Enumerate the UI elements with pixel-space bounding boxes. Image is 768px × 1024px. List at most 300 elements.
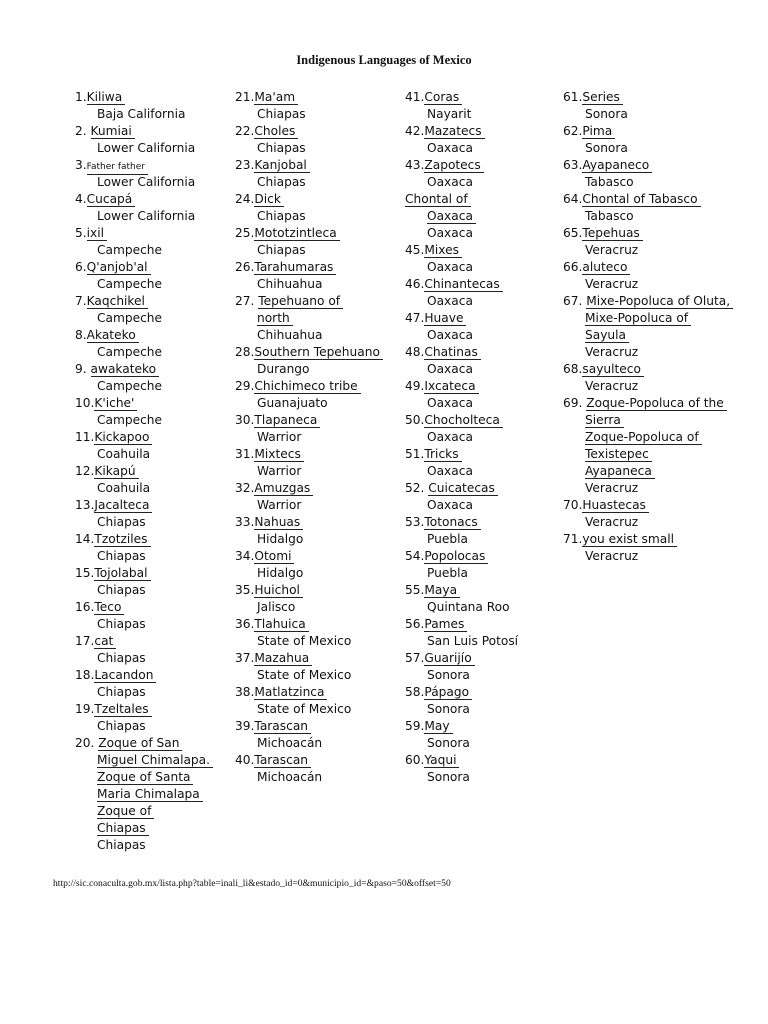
entry-first-line [405,412,518,429]
language-name: Kaqchikel [87,295,148,309]
language-entry [235,514,383,548]
entry-number: 61. [563,90,583,104]
entry-first-line [405,89,518,106]
language-entry [235,684,383,718]
language-entry [405,684,518,718]
entry-number: 9. [75,362,91,376]
state-name: Lower California [97,209,196,223]
entry-first-line [235,548,383,565]
entry-number: 7. [75,294,87,308]
state-name: Sonora [427,770,470,784]
entry-first-line [75,395,213,412]
state-name: Oaxaca [427,294,473,308]
entry-first-line [235,225,383,242]
state-name: Sonora [427,668,470,682]
entry-number: 60. [405,753,425,767]
entry-first-line [235,259,383,276]
language-entry [563,157,733,191]
entry-number: 31. [235,447,255,461]
language-entry [235,123,383,157]
language-name: Chiapas [97,822,149,836]
entry-number: 64. [563,192,583,206]
language-entry [75,89,213,123]
language-name: Jacalteca [94,499,152,513]
entry-number: 49. [405,379,425,393]
language-name: Kikapú [94,465,138,479]
entry-first-line [405,514,518,531]
language-name: Tzotziles [94,533,150,547]
entry-continuation-line [585,463,733,480]
language-name: Akateko [87,329,139,343]
language-entry [235,650,383,684]
state-name: Michoacán [257,770,323,784]
language-name: Amuzgas [254,482,313,496]
language-entry [75,259,213,293]
state-name: Sonora [427,736,470,750]
language-name: Mixtecs [254,448,303,462]
language-name: Mazatecs [424,125,484,139]
state-name: Chihuahua [257,328,323,342]
entry-continuation-line [97,752,213,769]
state-name: Quintana Roo [427,600,510,614]
entry-number: 23. [235,158,255,172]
entry-number: 39. [235,719,255,733]
language-name: Tarahumaras [254,261,336,275]
entry-first-line [235,344,383,361]
language-entry [405,514,518,548]
state-name: Chiapas [257,243,306,257]
language-name: Chichimeco tribe [254,380,360,394]
language-name: Pima [582,125,615,139]
language-name: Mototzintleca [254,227,339,241]
entry-continuation-line [585,310,733,327]
language-entry [75,463,213,497]
language-entry [235,293,383,344]
entry-number: 25. [235,226,255,240]
language-name: Dick [254,193,284,207]
entry-first-line [75,565,213,582]
entry-number: 10. [75,396,95,410]
entry-number: 20. [75,736,99,750]
entry-number: 30. [235,413,255,427]
entry-first-line [235,89,383,106]
entry-number: 36. [235,617,255,631]
language-name: Lacandon [94,669,156,683]
language-name: Sayula [585,329,629,343]
state-name: Hidalgo [257,566,304,580]
entry-first-line [405,650,518,667]
language-entry [235,344,383,378]
language-entry [75,191,213,225]
language-name: Ixcateca [424,380,478,394]
language-entry [235,718,383,752]
entry-number: 32. [235,481,255,495]
language-name: Mazahua [254,652,312,666]
state-name: Warrior [257,498,302,512]
language-entry [235,89,383,123]
language-name: Tlapaneca [254,414,320,428]
language-name: Kumiai [91,125,135,139]
column-3 [405,89,518,786]
language-name: Yaqui [424,754,459,768]
entry-first-line [405,276,518,293]
language-name: May [424,720,452,734]
state-name: Veracruz [585,379,639,393]
language-name: Guarijío [424,652,474,666]
state-name: Chiapas [97,549,146,563]
language-entry [563,395,733,497]
entry-number: 35. [235,583,255,597]
entry-number: 42. [405,124,425,138]
entry-first-line [235,378,383,395]
language-entry [405,191,518,242]
entry-first-line [405,123,518,140]
language-entry [235,378,383,412]
state-name: San Luis Potosí [427,634,519,648]
entry-number: 14. [75,532,95,546]
entry-first-line [235,293,383,310]
language-entry [75,429,213,463]
language-entry [405,650,518,684]
state-name: Nayarit [427,107,472,121]
entry-first-line [405,191,518,208]
entry-number: 47. [405,311,425,325]
language-name: Nahuas [254,516,303,530]
language-name: Kickapoo [94,431,152,445]
language-name: Tarascan [254,720,311,734]
language-name: Chontal of Tabasco [582,193,700,207]
state-name: Chiapas [97,685,146,699]
column-4 [563,89,733,565]
entry-first-line [75,293,213,310]
state-name: Campeche [97,413,163,427]
state-name: Veracruz [585,549,639,563]
language-name: north [257,312,293,326]
entry-number: 59. [405,719,425,733]
state-name: Oaxaca [427,175,473,189]
state-name: Durango [257,362,310,376]
state-name: Veracruz [585,515,639,529]
source-url: http://sic.conaculta.gob.mx/lista.php?table=inali_li&estado_id=0&municipio_id=&paso=50&offset=50 [53,878,451,889]
entry-number: 38. [235,685,255,699]
language-entry [563,89,733,123]
language-name: Maya [424,584,460,598]
state-name: Hidalgo [257,532,304,546]
entry-continuation-line [585,429,733,446]
language-entry [75,293,213,327]
language-name: Pames [424,618,467,632]
entry-number: 34. [235,549,255,563]
state-name: Sonora [585,141,628,155]
state-name: Oaxaca [427,396,473,410]
entry-first-line [563,89,733,106]
language-entry [75,735,213,854]
language-entry [75,123,213,157]
entry-number: 57. [405,651,425,665]
language-name: Southern Tepehuano [254,346,383,360]
entry-first-line [75,327,213,344]
language-entry [563,225,733,259]
entry-first-line [405,344,518,361]
state-name: Coahuila [97,447,151,461]
language-name: Tzeltales [94,703,151,717]
state-name: Veracruz [585,243,639,257]
language-entry [405,242,518,276]
language-entry [405,276,518,310]
entry-number: 21. [235,90,255,104]
language-name: Tricks [424,448,461,462]
entry-number: 62. [563,124,583,138]
entry-number: 19. [75,702,95,716]
state-name: Puebla [427,532,468,546]
entry-number: 5. [75,226,87,240]
language-name: Zapotecs [424,159,483,173]
language-name: aluteco [582,261,630,275]
state-name: Oaxaca [427,226,473,240]
entry-first-line [235,752,383,769]
entry-first-line [75,497,213,514]
language-name: Chocholteca [424,414,502,428]
language-name: Kanjobal [254,159,309,173]
state-name: Chiapas [97,515,146,529]
language-name: Tlahuica [254,618,308,632]
language-entry [563,123,733,157]
entry-number: 8. [75,328,87,342]
entry-number: 26. [235,260,255,274]
state-name: Chiapas [97,617,146,631]
entry-first-line [563,259,733,276]
state-name: Veracruz [585,481,639,495]
entry-number: 52. [405,481,429,495]
entry-number: 41. [405,90,425,104]
language-entry [75,701,213,735]
entry-continuation-line [257,310,383,327]
language-name: Series [582,91,622,105]
entry-first-line [235,718,383,735]
state-name: Oaxaca [427,328,473,342]
entry-first-line [563,497,733,514]
entry-continuation-line [97,820,213,837]
state-name: State of Mexico [257,668,352,682]
language-entry [75,361,213,395]
state-name: Chiapas [257,141,306,155]
state-name: State of Mexico [257,634,352,648]
state-name: Veracruz [585,345,639,359]
entry-first-line [405,446,518,463]
entry-number: 65. [563,226,583,240]
entry-number: 6. [75,260,87,274]
language-entry [405,157,518,191]
entry-number: 43. [405,158,425,172]
entry-number: 69. [563,396,587,410]
entry-number: 63. [563,158,583,172]
entry-continuation-line [97,803,213,820]
entry-first-line [405,157,518,174]
entry-first-line [563,293,733,310]
entry-first-line [235,412,383,429]
language-name: Zoque-Popoluca of [585,431,702,445]
language-name: Kiliwa [87,91,126,105]
state-name: Chiapas [97,719,146,733]
entry-number: 28. [235,345,255,359]
language-entry [405,412,518,446]
entry-first-line [405,616,518,633]
language-entry [563,293,733,361]
state-name: State of Mexico [257,702,352,716]
entry-first-line [75,429,213,446]
entry-first-line [563,157,733,174]
language-entry [563,361,733,395]
entry-number: 53. [405,515,425,529]
language-entry [405,718,518,752]
language-name: Tarascan [254,754,311,768]
entry-number: 50. [405,413,425,427]
entry-number: 48. [405,345,425,359]
state-name: Oaxaca [427,464,473,478]
language-entry [75,497,213,531]
entry-first-line [235,514,383,531]
language-name: Ayapaneca [585,465,655,479]
language-entry [75,327,213,361]
entry-continuation-line [97,786,213,803]
language-name: Tepehuas [582,227,642,241]
state-name: Baja California [97,107,186,121]
entry-number: 67. [563,294,587,308]
state-name: Oaxaca [427,362,473,376]
entry-continuation-line [97,769,213,786]
language-name: Sierra [585,414,624,428]
entry-first-line [563,123,733,140]
state-name: Warrior [257,464,302,478]
language-name: Popolocas [424,550,488,564]
entry-first-line [235,582,383,599]
state-name: Puebla [427,566,468,580]
state-name: Veracruz [585,277,639,291]
entry-continuation-line [585,446,733,463]
entry-number: 71. [563,532,583,546]
language-name: Zoque of [97,805,154,819]
entry-number: 58. [405,685,425,699]
entry-number: 51. [405,447,425,461]
state-name: Chiapas [97,583,146,597]
language-entry [563,191,733,225]
state-name: Chihuahua [257,277,323,291]
language-name: Chatinas [424,346,480,360]
language-name: Ma'am [254,91,298,105]
entry-first-line [75,463,213,480]
entry-first-line [405,752,518,769]
language-name: Cuicatecas [428,482,498,496]
state-name: Jalisco [257,600,296,614]
language-name: K'iche' [94,397,137,411]
language-name: Father father [87,161,148,175]
entry-first-line [563,225,733,242]
entry-number: 40. [235,753,255,767]
language-name: awakateko [91,363,160,377]
language-entry [235,446,383,480]
language-name: Tepehuano of [258,295,343,309]
entry-number: 33. [235,515,255,529]
language-name: Otomi [254,550,294,564]
language-name: Cucapá [87,193,136,207]
entry-first-line [235,446,383,463]
entry-first-line [405,582,518,599]
language-name: Choles [254,125,298,139]
entry-first-line [405,242,518,259]
entry-number: 13. [75,498,95,512]
language-entry [235,412,383,446]
language-name: Ayapaneco [582,159,652,173]
language-entry [405,616,518,650]
entry-first-line [235,157,383,174]
language-entry [405,480,518,514]
language-entry [563,497,733,531]
entry-first-line [75,667,213,684]
language-entry [405,89,518,123]
state-name: Oaxaca [427,141,473,155]
language-name: Totonacs [424,516,480,530]
entry-number: 15. [75,566,95,580]
language-name: Pápago [424,686,472,700]
state-name: Sonora [427,702,470,716]
entry-number: 1. [75,90,87,104]
state-name: Campeche [97,277,163,291]
entry-number: 46. [405,277,425,291]
language-entry [563,259,733,293]
state-name: Campeche [97,243,163,257]
entry-number: 56. [405,617,425,631]
entry-first-line [75,191,213,208]
entry-first-line [235,123,383,140]
language-name: Teco [94,601,124,615]
entry-number: 70. [563,498,583,512]
language-entry [235,157,383,191]
entry-first-line [235,650,383,667]
language-name: Zoque of Santa [97,771,193,785]
language-entry [75,633,213,667]
language-name: Tojolabal [94,567,150,581]
entry-first-line [75,361,213,378]
state-name: Campeche [97,311,163,325]
entry-number: 3. [75,158,87,172]
language-name: Mixe-Popoluca of [585,312,691,326]
language-name: sayulteco [582,363,644,377]
language-entry [235,191,383,225]
entry-number: 29. [235,379,255,393]
language-name: Chontal of [405,193,471,207]
column-1 [75,89,213,854]
entry-first-line [405,548,518,565]
language-entry [235,548,383,582]
language-name: Texistepec [585,448,652,462]
language-entry [405,310,518,344]
entry-first-line [75,633,213,650]
language-entry [405,344,518,378]
entry-first-line [235,684,383,701]
language-entry [235,225,383,259]
entry-first-line [75,259,213,276]
language-name: Coras [424,91,462,105]
entry-first-line [75,157,213,174]
language-name: Mixe-Popoluca of Oluta, [586,295,733,309]
language-entry [405,123,518,157]
language-entry [75,531,213,565]
language-name: Oaxaca [427,210,476,224]
language-entry [405,548,518,582]
entry-first-line [405,480,518,497]
entry-first-line [563,531,733,548]
state-name: Warrior [257,430,302,444]
